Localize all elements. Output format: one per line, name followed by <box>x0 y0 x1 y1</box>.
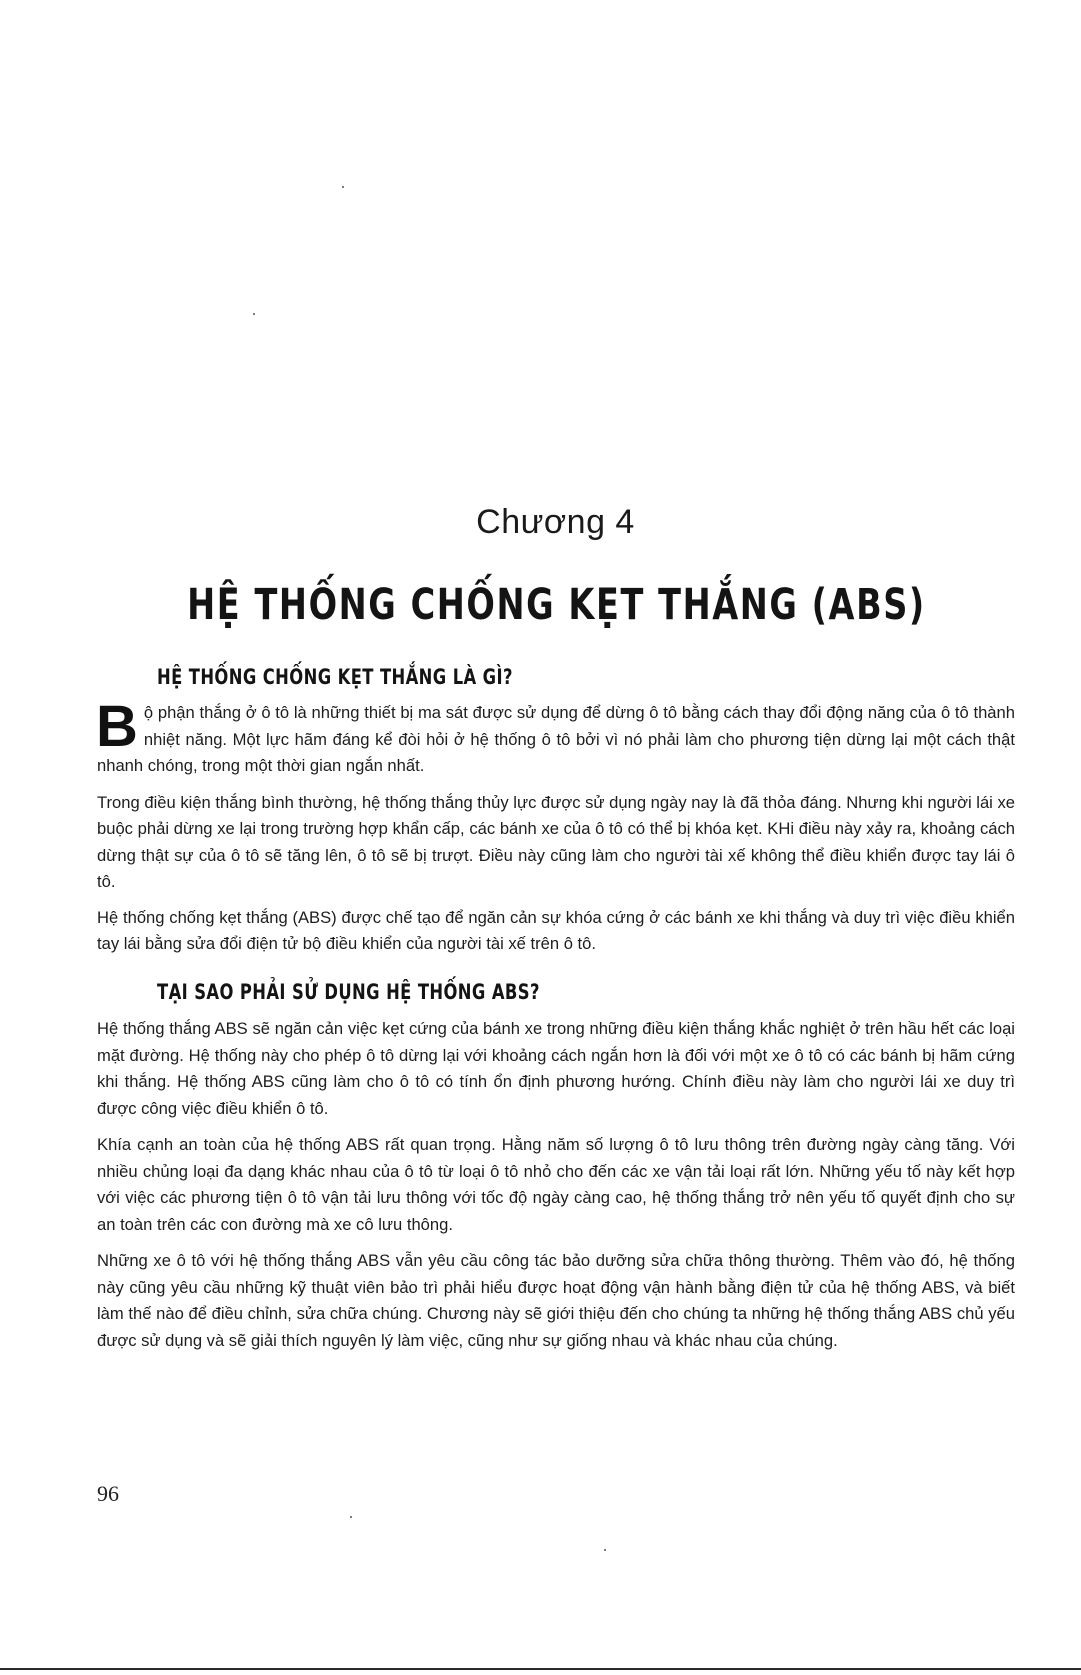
page-number: 96 <box>97 1481 119 1506</box>
paragraph <box>96 694 1015 780</box>
scan-speck <box>253 313 255 315</box>
paragraph: Hệ thống thắng ABS sẽ ngăn cản việc kẹt cứng của bánh xe trong những điều kiện thắng khắc nghiệt ở trên hầu hết các loại mặt đường. Hệ thống này cho phép ô tô dừng lại với khoảng cách ngắn hơn là đối với một xe ô tô có các bánh bị hãm cứng khi thắng. Hệ thống ABS cũng làm cho ô tô có tính ổn định phương hướng. Chính điều này làm cho người lái xe duy trì được công việc điều khiển ô tô. <box>97 1019 1015 1118</box>
section-heading-why-abs: TẠI SAO PHẢI SỬ DỤNG HỆ THỐNG ABS? <box>157 980 540 1004</box>
paragraph: Khía cạnh an toàn của hệ thống ABS rất quan trọng. Hằng năm số lượng ô tô lưu thông trên đường ngày càng tăng. Với nhiều chủng loại đa dạng khác nhau của ô tô từ loại ô tô nhỏ cho đến các xe vận tải loại rất lớn. Những yếu tố này kết hợp với việc các phương tiện ô tô vận tải lưu thông với tốc độ ngày càng cao, hệ thống thắng trở nên yếu tố quyết định cho sự an toàn trên các con đường mà xe cô lưu thông. <box>97 1135 1015 1234</box>
page-bottom-border <box>0 1668 1081 1670</box>
scan-speck <box>350 1516 352 1518</box>
chapter-label: Chương 4 <box>476 503 635 541</box>
drop-cap: B <box>96 694 138 759</box>
chapter-title: HỆ THỐNG CHỐNG KẸT THẮNG (ABS) <box>187 580 926 630</box>
section-heading-what-is-abs: HỆ THỐNG CHỐNG KẸT THẮNG LÀ GÌ? <box>157 665 513 689</box>
scan-speck <box>342 186 344 188</box>
paragraph: Những xe ô tô với hệ thống thắng ABS vẫn yêu cầu công tác bảo dưỡng sửa chữa thông thường. Thêm vào đó, hệ thống này cũng yêu cầu những kỹ thuật viên bảo trì phải hiểu được hoạt động vận hành bằng điện tử của hệ thống ABS, và biết làm thế nào để điều chỉnh, sửa chữa chúng. Chương này sẽ giới thiệu đến cho chúng ta những hệ thống thắng ABS chủ yếu được sử dụng và sẽ giải thích nguyên lý làm việc, cũng như sự giống nhau và khác nhau của chúng. <box>97 1251 1015 1350</box>
paragraph: Hệ thống chống kẹt thắng (ABS) được chế tạo để ngăn cản sự khóa cứng ở các bánh xe khi thắng và duy trì việc điều khiển tay lái bằng sửa đổi điện tử bộ điều khiển của người tài xế trên ô tô. <box>97 907 1015 953</box>
paragraph: Trong điều kiện thắng bình thường, hệ thống thắng thủy lực được sử dụng ngày nay là đã thỏa đáng. Nhưng khi người lái xe buộc phải dừng xe lại trong trường hợp khẩn cấp, các bánh xe của ô tô có thể bị khóa kẹt. KHi điều này xảy ra, khoảng cách dừng thật sự của ô tô sẽ tăng lên, ô tô sẽ bị trượt. Điều này cũng làm cho người tài xế không thể điều khiển được tay lái ô tô. <box>97 792 1015 891</box>
section-body-what-is-abs <box>96 694 1015 958</box>
paragraph-text: ộ phận thắng ở ô tô là những thiết bị ma sát được sử dụng để dừng ô tô bằng cách thay đổi động năng của ô tô thành nhiệt năng. Một lực hãm đáng kể đòi hỏi ở hệ thống ô tô bởi vì nó phải làm cho phương tiện dừng lại một cách thật nhanh chóng, trong một thời gian ngắn nhất. <box>97 703 1015 775</box>
section-body-why-abs <box>97 1016 1015 1354</box>
scan-speck <box>604 1549 606 1551</box>
